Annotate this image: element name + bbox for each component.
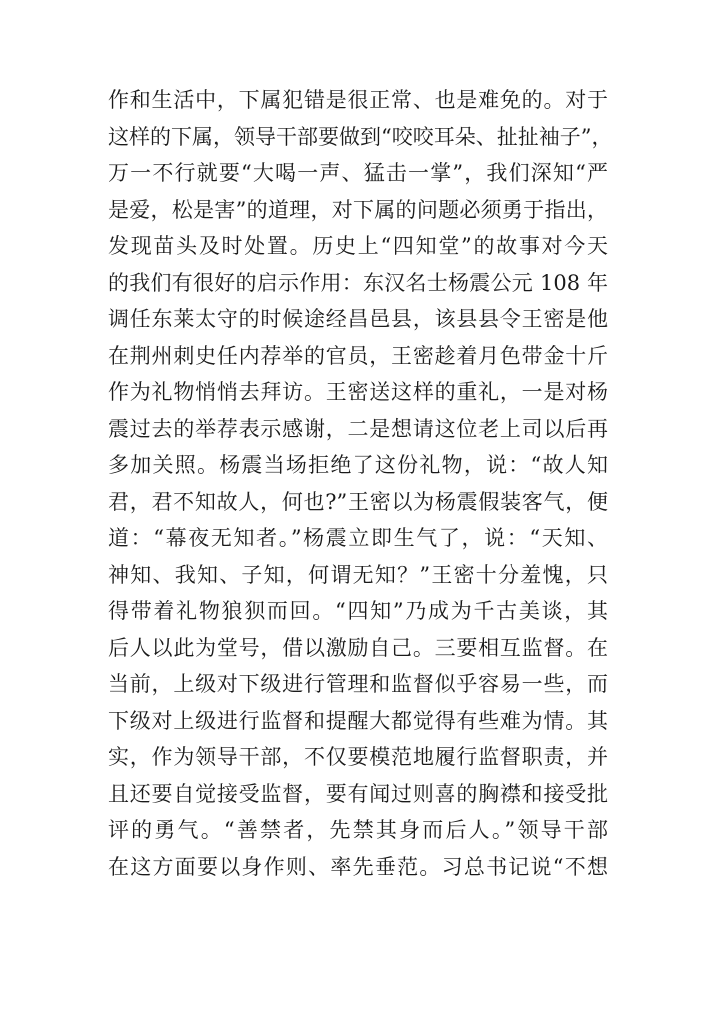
text-line: 后人以此为堂号，借以激励自己。三要相互监督。在 bbox=[108, 635, 608, 660]
body-text bbox=[108, 82, 613, 885]
text-line: 万一不行就要“大喝一声、猛击一掌”，我们深知“严 bbox=[108, 161, 608, 185]
text-line: 下级对上级进行监督和提醒大都觉得有些难为情。其 bbox=[108, 708, 608, 733]
text-line: 实，作为领导干部，不仅要模范地履行监督职责，并 bbox=[108, 745, 608, 769]
text-line: 这样的下属，领导干部要做到“咬咬耳朵、扯扯袖子”， bbox=[108, 124, 613, 149]
text-line: 在荆州刺史任内荐举的官员，王密趁着月色带金十斤 bbox=[108, 343, 608, 368]
text-line: 得带着礼物狼狈而回。“四知”乃成为千古美谈，其 bbox=[108, 599, 608, 623]
text-line: 是爱，松是害”的道理，对下属的问题必须勇于指出， bbox=[108, 197, 608, 222]
text-line: 神知、我知、子知，何谓无知？”王密十分羞愧，只 bbox=[108, 562, 608, 587]
text-line: 在这方面要以身作则、率先垂范。习总书记说“不想 bbox=[108, 854, 608, 879]
text-line: 且还要自觉接受监督，要有闻过则喜的胸襟和接受批 bbox=[108, 781, 608, 806]
text-line: 评的勇气。“善禁者，先禁其身而后人。”领导干部 bbox=[108, 818, 608, 842]
text-line: 的我们有很好的启示作用：东汉名士杨震公元 108 年 bbox=[108, 270, 608, 295]
text-line: 调任东莱太守的时候途经昌邑县，该县县令王密是他 bbox=[108, 307, 608, 331]
text-line: 作和生活中，下属犯错是很正常、也是难免的。对于 bbox=[108, 88, 608, 112]
text-line: 震过去的举荐表示感谢，二是想请这位老上司以后再 bbox=[108, 416, 608, 441]
text-line: 当前，上级对下级进行管理和监督似乎容易一些，而 bbox=[108, 672, 608, 696]
text-line: 君，君不知故人，何也?”王密以为杨震假装客气，便 bbox=[108, 489, 608, 514]
text-line: 发现苗头及时处置。历史上“四知堂”的故事对今天 bbox=[108, 234, 608, 258]
text-line: 多加关照。杨震当场拒绝了这份礼物，说：“故人知 bbox=[108, 453, 608, 477]
text-line: 道：“幕夜无知者。”杨震立即生气了，说：“天知、 bbox=[108, 526, 608, 550]
text-line: 作为礼物悄悄去拜访。王密送这样的重礼，一是对杨 bbox=[108, 380, 608, 404]
